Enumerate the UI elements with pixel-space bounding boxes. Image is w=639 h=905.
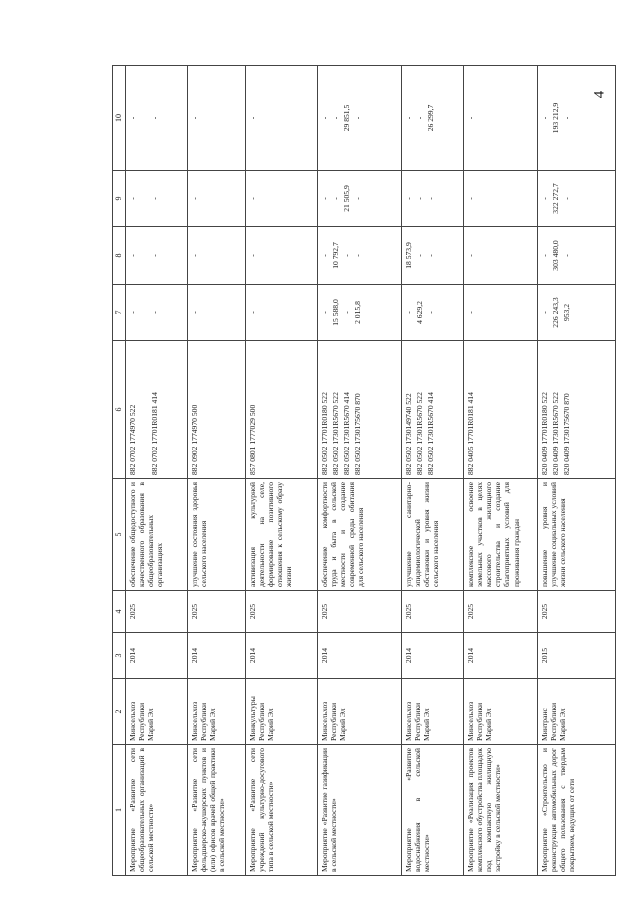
budget-code-cell-line: 882 0702 1774970 522	[128, 404, 137, 475]
amount-col10-cell-line: -	[415, 116, 424, 120]
amount-col7-cell	[318, 285, 402, 341]
expected-result-cell: повышение уровня и улучшение социальных условий жизни сельского населения	[538, 479, 616, 591]
expected-result-cell: активизация культурной деятельности на селе, формирование позитивного отношения к сельскому образу жизни	[246, 479, 318, 591]
amount-col8-cell-line: -	[248, 254, 257, 257]
amount-col10-cell-line: -	[353, 116, 362, 120]
end-year-cell: 2025	[318, 591, 402, 633]
amount-col8-cell	[538, 227, 616, 285]
executor-cell: Минтранс Республики Марий Эл	[538, 679, 616, 745]
amount-col10-cell-line: -	[190, 116, 199, 120]
amount-col9-cell-line: -	[415, 197, 424, 200]
amount-col8-cell-line: -	[320, 254, 329, 257]
budget-code-cell-line: 882 0502 17301R5670 522	[415, 392, 424, 475]
amount-col10-cell-line: 26 299,7	[426, 104, 435, 132]
amount-col9-cell-line: -	[248, 197, 257, 200]
start-year-cell: 2015	[538, 633, 616, 679]
budget-code-cell-line: 882 0502 17301R5670 414	[342, 392, 351, 475]
measure-name-cell: Мероприятие «Развитие сети фельдшерско-акушерских пунктов и (или) офисов врачей общей практики в сельской местности»	[188, 745, 246, 876]
amount-col10-cell	[188, 66, 246, 171]
budget-code-cell-line: 820 0409 1730175670 870	[562, 393, 571, 475]
start-year-cell: 2014	[402, 633, 464, 679]
end-year-cell: 2025	[402, 591, 464, 633]
table-row	[246, 66, 318, 876]
table-row	[464, 66, 538, 876]
amount-col10-cell	[538, 66, 616, 171]
amount-col8-cell-line: 18 573,9	[404, 242, 413, 269]
expected-result-cell: комплексное освоение земельных участков в целях массового жилищного строительства и создание благоприятных условий для проживания граждан	[464, 479, 538, 591]
budget-code-cell-line: 882 0405 17701R0181 414	[466, 392, 475, 475]
amount-col7-cell	[188, 285, 246, 341]
end-year-cell: 2025	[464, 591, 538, 633]
expected-result-cell: улучшение санитарно-эпидемиологической обстановки и уровня жизни сельского населения	[402, 479, 464, 591]
executor-cell: Минсельхоз Республики Марий Эл	[188, 679, 246, 745]
start-year-cell: 2014	[318, 633, 402, 679]
program-table	[112, 65, 616, 876]
amount-col7-cell-line: -	[426, 311, 435, 314]
amount-col8-cell-line: 10 792,7	[331, 242, 340, 269]
column-number-header-row	[113, 66, 126, 876]
amount-col7-cell-line: 226 243,3	[551, 297, 560, 328]
amount-col10-cell-line: -	[404, 116, 413, 120]
expected-result-cell: улучшение состояния здоровья сельского населения	[188, 479, 246, 591]
end-year-cell: 2025	[126, 591, 188, 633]
amount-col8-cell-line: -	[426, 254, 435, 257]
amount-col9-cell-line: -	[466, 197, 475, 200]
budget-code-cell-line: 882 0502 17301R5670 522	[331, 392, 340, 475]
table-row	[538, 66, 616, 876]
amount-col10-cell-line: -	[562, 116, 571, 120]
column-number-2: 2	[113, 679, 126, 745]
amount-col8-cell-line: -	[415, 254, 424, 257]
budget-code-cell-line: 882 0902 1774970 500	[190, 404, 199, 475]
budget-code-cell-line: 882 0502 1730149740 522	[404, 393, 413, 475]
measure-name-cell: Мероприятие «Развитие водоснабжения в сельской местности»	[402, 745, 464, 876]
amount-col9-cell-line: -	[320, 197, 329, 200]
end-year-cell: 2025	[538, 591, 616, 633]
amount-col10-cell-line: -	[128, 116, 137, 120]
amount-col10-cell-line	[139, 69, 150, 167]
budget-code-cell	[126, 341, 188, 479]
budget-code-cell-line: 882 0502 17701R0180 522	[320, 392, 329, 475]
amount-col9-cell-line: -	[190, 197, 199, 200]
amount-col9-cell	[464, 171, 538, 227]
budget-code-cell-line: 882 0502 17301R5670 414	[426, 392, 435, 475]
amount-col10-cell-line: -	[466, 116, 475, 120]
amount-col7-cell-line: 953,2	[562, 303, 571, 322]
budget-code-cell	[464, 341, 538, 479]
amount-col9-cell-line: -	[331, 197, 340, 200]
amount-col7-cell-line: -	[128, 311, 137, 314]
amount-col9-cell-line: -	[426, 197, 435, 200]
budget-code-cell-line: 820 0409 17701R0180 522	[540, 392, 549, 475]
amount-col8-cell	[126, 227, 188, 285]
amount-col8-cell-line: -	[128, 254, 137, 257]
column-number-10: 10	[113, 66, 126, 171]
amount-col8-cell-line: -	[190, 254, 199, 257]
end-year-cell: 2025	[188, 591, 246, 633]
amount-col7-cell-line: 15 588,0	[331, 299, 340, 326]
measure-name-cell: Мероприятие «Развитие газификации в сельской местности»	[318, 745, 402, 876]
executor-cell: Минкультуры Республики Марий Эл	[246, 679, 318, 745]
amount-col10-cell	[126, 66, 188, 171]
start-year-cell: 2014	[464, 633, 538, 679]
executor-cell: Минсельхоз Республики Марий Эл	[464, 679, 538, 745]
amount-col8-cell-line: -	[540, 254, 549, 257]
amount-col9-cell	[246, 171, 318, 227]
amount-col9-cell-line: 21 505,9	[342, 185, 351, 212]
amount-col7-cell-line: -	[466, 311, 475, 314]
budget-code-cell-line	[139, 344, 150, 475]
amount-col10-cell-line: -	[150, 116, 159, 120]
end-year-cell: 2025	[246, 591, 318, 633]
budget-code-cell	[246, 341, 318, 479]
amount-col10-cell	[318, 66, 402, 171]
amount-col9-cell	[538, 171, 616, 227]
column-number-1: 1	[113, 745, 126, 876]
amount-col7-cell-line: -	[540, 311, 549, 314]
amount-col9-cell-line: -	[540, 197, 549, 200]
measure-name-cell: Мероприятие «Реализация проектов комплексного обустройства площадок под компактную жилищную застройку в сельской местности»	[464, 745, 538, 876]
budget-code-cell-line: 857 0801 1777029 500	[248, 404, 257, 475]
amount-col10-cell-line: -	[320, 116, 329, 120]
measure-name-cell: Мероприятие «Развитие сети общеобразовательных организаций в сельской местности»	[126, 745, 188, 876]
column-number-6: 6	[113, 341, 126, 479]
amount-col9-cell-line: 322 272,7	[551, 183, 560, 214]
column-number-5: 5	[113, 479, 126, 591]
table-body	[126, 66, 616, 876]
amount-col9-cell-line: -	[150, 197, 159, 200]
amount-col7-cell-line: -	[404, 311, 413, 314]
amount-col7-cell-line: -	[248, 311, 257, 314]
amount-col7-cell-line: -	[342, 311, 351, 314]
table-row	[188, 66, 246, 876]
amount-col7-cell-line	[139, 288, 150, 337]
amount-col8-cell-line: -	[466, 254, 475, 257]
amount-col8-cell	[464, 227, 538, 285]
amount-col10-cell	[246, 66, 318, 171]
budget-code-cell-line: 882 0702 17701R0181 414	[150, 392, 159, 475]
amount-col9-cell-line: -	[562, 197, 571, 200]
table-row	[318, 66, 402, 876]
amount-col8-cell-line: -	[562, 254, 571, 257]
amount-col7-cell-line: 4 629,2	[415, 301, 424, 324]
amount-col8-cell	[402, 227, 464, 285]
amount-col7-cell	[126, 285, 188, 341]
amount-col8-cell-line	[139, 230, 150, 281]
column-number-3: 3	[113, 633, 126, 679]
expected-result-cell: обеспечение общедоступного и качественного образования в общеобразовательных организациях	[126, 479, 188, 591]
amount-col7-cell	[246, 285, 318, 341]
amount-col7-cell	[464, 285, 538, 341]
table-row	[402, 66, 464, 876]
amount-col9-cell	[126, 171, 188, 227]
amount-col10-cell-line: 193 212,9	[551, 102, 560, 134]
amount-col9-cell-line: -	[404, 197, 413, 200]
amount-col10-cell-line: -	[331, 116, 340, 120]
executor-cell: Минсельхоз Республики Марий Эл	[318, 679, 402, 745]
table-row	[126, 66, 188, 876]
amount-col10-cell	[402, 66, 464, 171]
budget-code-cell	[538, 341, 616, 479]
amount-col7-cell	[402, 285, 464, 341]
amount-col9-cell-line: -	[353, 197, 362, 200]
amount-col9-cell	[188, 171, 246, 227]
measure-name-cell: Мероприятие «Развитие сети учреждений культурно-досугового типа в сельской местности»	[246, 745, 318, 876]
amount-col8-cell-line: -	[353, 254, 362, 257]
amount-col8-cell-line: -	[342, 254, 351, 257]
amount-col7-cell-line: -	[320, 311, 329, 314]
amount-col10-cell-line: -	[540, 116, 549, 120]
amount-col8-cell-line: 303 480,0	[551, 240, 560, 271]
executor-cell: Минсельхоз Республики Марий Эл	[126, 679, 188, 745]
column-number-4: 4	[113, 591, 126, 633]
amount-col7-cell	[538, 285, 616, 341]
amount-col8-cell	[246, 227, 318, 285]
amount-col10-cell-line: 29 851,5	[342, 104, 351, 132]
amount-col9-cell-line	[139, 174, 150, 223]
budget-code-cell-line: 882 0502 1730175670 870	[353, 393, 362, 475]
start-year-cell: 2014	[126, 633, 188, 679]
start-year-cell: 2014	[188, 633, 246, 679]
amount-col8-cell-line: -	[150, 254, 159, 257]
executor-cell: Минсельхоз Республики Марий Эл	[402, 679, 464, 745]
amount-col8-cell	[318, 227, 402, 285]
amount-col10-cell	[464, 66, 538, 171]
budget-code-cell	[318, 341, 402, 479]
amount-col7-cell-line: -	[150, 311, 159, 314]
amount-col9-cell	[318, 171, 402, 227]
amount-col9-cell	[402, 171, 464, 227]
measure-name-cell: Мероприятие «Строительство и реконструкция автомобильных дорог общего пользования с твердым покрытием, ведущих от сети	[538, 745, 616, 876]
column-number-8: 8	[113, 227, 126, 285]
expected-result-cell: обеспечение комфортности труда и быта в сельской местности и создание современной среды обитания для сельского населения	[318, 479, 402, 591]
amount-col7-cell-line: -	[190, 311, 199, 314]
budget-code-cell	[402, 341, 464, 479]
start-year-cell: 2014	[246, 633, 318, 679]
amount-col9-cell-line: -	[128, 197, 137, 200]
budget-code-cell	[188, 341, 246, 479]
amount-col7-cell-line: 2 015,8	[353, 301, 362, 324]
column-number-9: 9	[113, 171, 126, 227]
column-number-7: 7	[113, 285, 126, 341]
rotated-table-container	[112, 66, 602, 876]
page-number: 4	[591, 90, 608, 99]
amount-col8-cell	[188, 227, 246, 285]
amount-col10-cell-line: -	[248, 116, 257, 120]
budget-code-cell-line: 820 0409 17301R5670 522	[551, 392, 560, 475]
